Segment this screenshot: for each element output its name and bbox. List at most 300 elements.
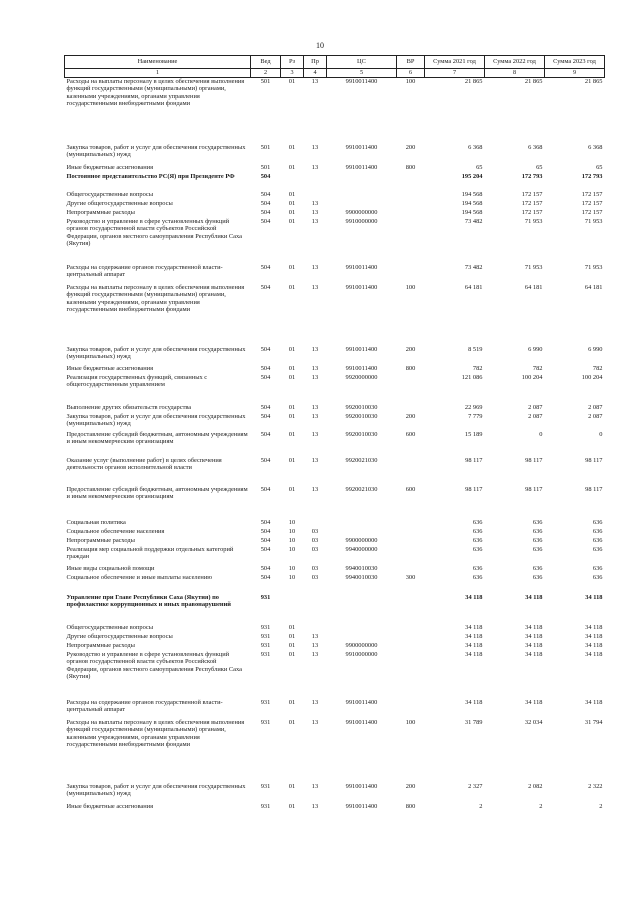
- cell-cs: 9910011400: [345, 782, 378, 790]
- cell-vr: 100: [405, 77, 416, 85]
- cell-rz: [281, 173, 304, 191]
- cell-sum-2022: 98 117: [525, 485, 543, 493]
- cell-cs: 9920010030: [345, 403, 378, 411]
- cell-sum-2022: 2 082: [528, 782, 543, 790]
- cell-sum-2022: 34 118: [525, 632, 543, 640]
- cell-name: Непрограммные расходы: [66, 536, 135, 544]
- cell-ved: 504: [260, 573, 271, 581]
- cell-sum-2023: 34 118: [585, 632, 603, 640]
- cell-rz: 01: [288, 143, 296, 151]
- cell-rz: 01: [288, 163, 296, 171]
- cell-sum-2021: 636: [472, 527, 483, 535]
- table-row: [65, 574, 605, 594]
- cell-vr: [397, 519, 425, 528]
- header-pr: Пр: [304, 56, 327, 69]
- table-row: [65, 719, 605, 783]
- table-row: [65, 404, 605, 413]
- cell-cs: 9910011400: [345, 77, 378, 85]
- cell-sum-2023: 71 953: [584, 217, 603, 225]
- cell-sum-2021: 8 519: [468, 345, 483, 353]
- cell-sum-2022: 172 157: [521, 199, 543, 207]
- cell-sum-2023: 71 953: [584, 263, 603, 271]
- cell-sum-2021: 64 181: [464, 283, 483, 291]
- cell-ved: 931: [260, 650, 271, 658]
- cell-rz: 01: [288, 641, 296, 649]
- col-number: 9: [545, 69, 605, 78]
- table-row: [65, 144, 605, 164]
- cell-sum-2022: 71 953: [524, 263, 543, 271]
- cell-rz: 01: [288, 430, 296, 438]
- table-row: [65, 803, 605, 812]
- cell-vr: 300: [405, 573, 416, 581]
- cell-sum-2023: 2: [599, 802, 603, 810]
- cell-name: Руководство и управление в сфере установленных функций органов государственной власти субъектов Российской Федерации, органов местного самоуправления Республики Саха (Якутия): [66, 217, 242, 248]
- cell-sum-2023: 172 157: [581, 208, 603, 216]
- cell-rz: 01: [288, 345, 296, 353]
- table-row: [65, 528, 605, 537]
- cell-cs: 9920010030: [345, 430, 378, 438]
- cell-sum-2022: 636: [532, 573, 543, 581]
- col-number: 3: [281, 69, 304, 78]
- cell-cs: [327, 519, 397, 528]
- cell-ved: 504: [260, 217, 271, 225]
- cell-vr: [397, 546, 425, 565]
- cell-pr: 13: [311, 698, 319, 706]
- cell-sum-2022: 71 953: [524, 217, 543, 225]
- cell-cs: 9910011400: [345, 718, 378, 726]
- table-row: [65, 642, 605, 651]
- col-number: 7: [425, 69, 485, 78]
- cell-vr: 800: [405, 364, 416, 372]
- budget-table: [64, 55, 605, 812]
- cell-sum-2021: 2: [479, 802, 483, 810]
- cell-name: Оказание услуг (выполнение работ) в целях обеспечения деятельности органов исполнительной власти: [66, 456, 222, 472]
- cell-sum-2021: 6 368: [468, 143, 483, 151]
- table-row: [65, 346, 605, 365]
- cell-vr: 800: [405, 802, 416, 810]
- cell-rz: 01: [288, 217, 296, 225]
- cell-rz: 01: [288, 263, 296, 271]
- cell-pr: 03: [311, 536, 319, 544]
- cell-name: Предоставление субсидий бюджетным, автономным учреждениям и иным некоммерческим организациям: [66, 485, 248, 501]
- cell-sum-2023: 636: [592, 564, 603, 572]
- cell-ved: 504: [260, 518, 271, 526]
- cell-sum-2023: 636: [592, 545, 603, 553]
- col-number: 6: [397, 69, 425, 78]
- cell-ved: 931: [260, 623, 271, 631]
- cell-pr: [304, 519, 327, 528]
- cell-rz: 10: [288, 573, 296, 581]
- header-rz: Рз: [281, 56, 304, 69]
- cell-sum-2023: 34 118: [585, 698, 603, 706]
- table-row: [65, 565, 605, 574]
- col-number: 8: [485, 69, 545, 78]
- table-row: [65, 594, 605, 624]
- cell-pr: [304, 594, 327, 624]
- cell-sum-2023: 100 204: [581, 373, 603, 381]
- cell-name: Иные бюджетные ассигнования: [66, 163, 154, 171]
- cell-cs: [327, 528, 397, 537]
- cell-sum-2021: 65: [476, 163, 483, 171]
- cell-rz: 10: [288, 536, 296, 544]
- cell-name: Реализация государственных функций, связанных с общегосударственным управлением: [66, 373, 208, 389]
- cell-cs: [327, 191, 397, 200]
- cell-sum-2021: 636: [472, 545, 483, 553]
- cell-pr: 13: [311, 208, 319, 216]
- cell-ved: 504: [260, 345, 271, 353]
- cell-cs: 9910011400: [345, 163, 378, 171]
- table-row: [65, 624, 605, 633]
- cell-name: Закупка товаров, работ и услуг для обеспечения государственных (муниципальных) нужд: [66, 412, 246, 428]
- cell-sum-2023: 636: [592, 518, 603, 526]
- cell-name: Непрограммные расходы: [66, 208, 135, 216]
- cell-sum-2021: 636: [472, 573, 483, 581]
- cell-pr: 13: [311, 782, 319, 790]
- cell-rz: 01: [288, 698, 296, 706]
- cell-name: Постоянное представительство РС(Я) при Президенте РФ: [66, 172, 235, 180]
- cell-rz: 10: [288, 564, 296, 572]
- cell-sum-2022: 98 117: [525, 456, 543, 464]
- cell-pr: 13: [311, 364, 319, 372]
- cell-cs: 9920021030: [345, 485, 378, 493]
- cell-sum-2023: 65: [596, 163, 603, 171]
- cell-sum-2021: 31 789: [464, 718, 483, 726]
- cell-sum-2023: 2 087: [588, 412, 603, 420]
- cell-sum-2023: 6 368: [588, 143, 603, 151]
- cell-vr: [397, 624, 425, 633]
- cell-sum-2023: 34 118: [585, 641, 603, 649]
- cell-sum-2023: 6 990: [588, 345, 603, 353]
- cell-pr: 13: [311, 412, 319, 420]
- cell-cs: 9920010030: [345, 412, 378, 420]
- cell-rz: 10: [288, 518, 296, 526]
- cell-vr: 800: [405, 163, 416, 171]
- cell-sum-2022: 2 087: [528, 403, 543, 411]
- cell-vr: 100: [405, 283, 416, 291]
- cell-sum-2021: 98 117: [465, 456, 483, 464]
- cell-vr: [397, 537, 425, 546]
- cell-sum-2021: 2 327: [468, 782, 483, 790]
- cell-ved: 504: [260, 172, 271, 180]
- cell-rz: 01: [288, 623, 296, 631]
- cell-vr: [397, 218, 425, 264]
- cell-name: Закупка товаров, работ и услуг для обеспечения государственных (муниципальных) нужд: [66, 782, 246, 798]
- cell-cs: 9900000000: [345, 641, 378, 649]
- cell-vr: 600: [405, 485, 416, 493]
- header-row: [65, 56, 605, 69]
- cell-rz: 01: [288, 190, 296, 198]
- cell-ved: 504: [260, 456, 271, 464]
- cell-ved: 504: [260, 536, 271, 544]
- cell-sum-2023: 0: [599, 430, 603, 438]
- cell-cs: 9910000000: [345, 650, 378, 658]
- column-number-row: [65, 69, 605, 78]
- cell-cs: 9920000000: [345, 373, 378, 381]
- table-row: [65, 486, 605, 519]
- cell-sum-2022: 782: [532, 364, 543, 372]
- cell-vr: 600: [405, 430, 416, 438]
- table-row: [65, 209, 605, 218]
- cell-cs: 9940010030: [345, 564, 378, 572]
- cell-sum-2022: 34 118: [525, 650, 543, 658]
- cell-sum-2023: 172 793: [581, 172, 603, 180]
- cell-vr: [397, 200, 425, 209]
- cell-sum-2023: 34 118: [585, 650, 603, 658]
- cell-ved: 931: [260, 718, 271, 726]
- cell-sum-2023: 2 322: [588, 782, 603, 790]
- cell-ved: 504: [260, 403, 271, 411]
- table-row: [65, 264, 605, 284]
- cell-sum-2021: 34 118: [465, 650, 483, 658]
- cell-sum-2022: 64 181: [524, 283, 543, 291]
- cell-sum-2023: 34 118: [585, 593, 603, 601]
- cell-sum-2021: 636: [472, 518, 483, 526]
- cell-ved: 501: [260, 77, 271, 85]
- cell-vr: [397, 528, 425, 537]
- cell-sum-2022: 100 204: [521, 373, 543, 381]
- table-row: [65, 537, 605, 546]
- cell-name: Расходы на содержание органов государственной власти- центральный аппарат: [66, 698, 223, 714]
- cell-sum-2021: 21 865: [464, 77, 483, 85]
- cell-pr: 13: [311, 283, 319, 291]
- cell-name: Закупка товаров, работ и услуг для обеспечения государственных (муниципальных) нужд: [66, 143, 246, 159]
- table-body: [65, 77, 605, 812]
- cell-sum-2021: 195 204: [461, 172, 483, 180]
- cell-sum-2022: 34 118: [525, 593, 543, 601]
- cell-sum-2022: 2: [539, 802, 543, 810]
- cell-cs: [327, 594, 397, 624]
- table-row: [65, 546, 605, 565]
- cell-pr: 03: [311, 527, 319, 535]
- cell-pr: 13: [311, 345, 319, 353]
- table-row: [65, 783, 605, 803]
- cell-cs: 9910000000: [345, 217, 378, 225]
- cell-rz: 01: [288, 650, 296, 658]
- cell-name: Расходы на выплаты персоналу в целях обеспечения выполнения функций государственными (муниципальными) органами, казенными учреждениями, органами управления государственными внебюджетными фондами: [66, 283, 245, 314]
- cell-vr: [397, 642, 425, 651]
- cell-vr: [397, 404, 425, 413]
- cell-cs: 9900000000: [345, 208, 378, 216]
- cell-pr: [304, 624, 327, 633]
- cell-pr: 13: [311, 77, 319, 85]
- table-row: [65, 218, 605, 264]
- cell-name: Иные виды социальной помощи: [66, 564, 155, 572]
- cell-sum-2021: 194 568: [461, 208, 483, 216]
- cell-rz: 01: [288, 283, 296, 291]
- cell-ved: 504: [260, 190, 271, 198]
- cell-vr: 200: [405, 412, 416, 420]
- header-ved: Вед: [251, 56, 281, 69]
- cell-sum-2022: 34 118: [525, 698, 543, 706]
- cell-rz: [281, 594, 304, 624]
- cell-sum-2021: 34 118: [465, 641, 483, 649]
- cell-name: Руководство и управление в сфере установленных функций органов государственной власти субъектов Российской Федерации, органов местного самоуправления Республики Саха (Якутия): [66, 650, 242, 681]
- cell-vr: 200: [405, 782, 416, 790]
- cell-name: Социальное обеспечение населения: [66, 527, 165, 535]
- cell-sum-2021: 34 118: [465, 698, 483, 706]
- col-number: 2: [251, 69, 281, 78]
- cell-rz: 01: [288, 364, 296, 372]
- cell-name: Управление при Главе Республики Саха (Якутия) по профилактике коррупционных и иных правонарушений: [66, 593, 231, 609]
- cell-pr: [304, 173, 327, 191]
- cell-pr: 13: [311, 199, 319, 207]
- table-row: [65, 191, 605, 200]
- cell-sum-2021: 636: [472, 536, 483, 544]
- cell-rz: 01: [288, 485, 296, 493]
- cell-ved: 931: [260, 802, 271, 810]
- cell-pr: 13: [311, 163, 319, 171]
- table-row: [65, 519, 605, 528]
- header-cs: ЦС: [327, 56, 397, 69]
- cell-pr: 13: [311, 641, 319, 649]
- cell-name: Иные бюджетные ассигнования: [66, 364, 154, 372]
- cell-sum-2022: 21 865: [524, 77, 543, 85]
- cell-cs: 9910011400: [345, 263, 378, 271]
- cell-sum-2022: 6 368: [528, 143, 543, 151]
- cell-vr: [397, 191, 425, 200]
- cell-vr: [397, 209, 425, 218]
- cell-pr: 13: [311, 632, 319, 640]
- cell-ved: 501: [260, 163, 271, 171]
- cell-sum-2022: 34 118: [525, 623, 543, 631]
- cell-rz: 01: [288, 77, 296, 85]
- cell-sum-2023: 98 117: [585, 456, 603, 464]
- cell-vr: 200: [405, 345, 416, 353]
- col-number: 1: [65, 69, 251, 78]
- cell-vr: [397, 565, 425, 574]
- table-row: [65, 164, 605, 173]
- table-row: [65, 374, 605, 404]
- cell-sum-2022: 172 157: [521, 190, 543, 198]
- cell-vr: 100: [405, 718, 416, 726]
- cell-rz: 01: [288, 782, 296, 790]
- cell-rz: 01: [288, 199, 296, 207]
- cell-ved: 504: [260, 208, 271, 216]
- cell-name: Другие общегосударственные вопросы: [66, 199, 173, 207]
- cell-name: Социальная политика: [66, 518, 126, 526]
- cell-sum-2021: 121 086: [461, 373, 483, 381]
- cell-cs: 9940000000: [345, 545, 378, 553]
- cell-name: Расходы на выплаты персоналу в целях обеспечения выполнения функций государственными (муниципальными) органами, казенными учреждениями, органами управления государственными внебюджетными фондами: [66, 77, 245, 108]
- cell-cs: 9900000000: [345, 536, 378, 544]
- cell-sum-2023: 64 181: [584, 283, 603, 291]
- cell-rz: 01: [288, 208, 296, 216]
- cell-rz: 01: [288, 718, 296, 726]
- col-number: 5: [327, 69, 397, 78]
- cell-vr: [397, 699, 425, 719]
- cell-sum-2021: 34 118: [465, 593, 483, 601]
- cell-sum-2021: 7 779: [468, 412, 483, 420]
- cell-name: Реализация мер социальной поддержки отдельных категорий граждан: [66, 545, 234, 561]
- cell-ved: 931: [260, 782, 271, 790]
- table-row: [65, 651, 605, 699]
- cell-pr: 13: [311, 373, 319, 381]
- cell-rz: 01: [288, 456, 296, 464]
- cell-rz: 01: [288, 632, 296, 640]
- cell-name: Расходы на содержание органов государственной власти- центральный аппарат: [66, 263, 223, 279]
- cell-cs: [327, 624, 397, 633]
- cell-cs: [327, 633, 397, 642]
- cell-pr: 03: [311, 564, 319, 572]
- cell-sum-2021: 636: [472, 564, 483, 572]
- cell-sum-2022: 636: [532, 564, 543, 572]
- cell-name: Общегосударственные вопросы: [66, 623, 154, 631]
- cell-rz: 10: [288, 545, 296, 553]
- cell-name: Расходы на выплаты персоналу в целях обеспечения выполнения функций государственными (муниципальными) органами, казенными учреждениями, органами управления государственными внебюджетными фондами: [66, 718, 245, 749]
- cell-name: Социальное обеспечение и иные выплаты населению: [66, 573, 213, 581]
- cell-sum-2022: 2 087: [528, 412, 543, 420]
- header-vr: ВР: [397, 56, 425, 69]
- cell-rz: 01: [288, 802, 296, 810]
- cell-sum-2023: 172 157: [581, 199, 603, 207]
- cell-cs: 9920021030: [345, 456, 378, 464]
- cell-sum-2021: 782: [472, 364, 483, 372]
- cell-sum-2023: 172 157: [581, 190, 603, 198]
- cell-cs: [327, 200, 397, 209]
- cell-ved: 504: [260, 364, 271, 372]
- cell-sum-2023: 31 794: [584, 718, 603, 726]
- cell-sum-2022: 636: [532, 545, 543, 553]
- cell-ved: 504: [260, 263, 271, 271]
- cell-sum-2023: 2 087: [588, 403, 603, 411]
- cell-sum-2021: 34 118: [465, 632, 483, 640]
- cell-cs: 9910011400: [345, 283, 378, 291]
- cell-pr: 13: [311, 403, 319, 411]
- cell-pr: 13: [311, 485, 319, 493]
- cell-sum-2021: 34 118: [465, 623, 483, 631]
- cell-vr: 200: [405, 143, 416, 151]
- cell-cs: 9910011400: [345, 802, 378, 810]
- cell-pr: 13: [311, 718, 319, 726]
- budget-table-container: [64, 55, 604, 812]
- cell-sum-2021: 22 969: [464, 403, 483, 411]
- cell-vr: [397, 594, 425, 624]
- cell-pr: 13: [311, 650, 319, 658]
- table-row: [65, 173, 605, 191]
- cell-name: Предоставление субсидий бюджетным, автономным учреждениям и иным некоммерческим организациям: [66, 430, 248, 446]
- cell-pr: 13: [311, 456, 319, 464]
- table-row: [65, 365, 605, 374]
- cell-name: Иные бюджетные ассигнования: [66, 802, 154, 810]
- cell-ved: 931: [260, 641, 271, 649]
- cell-sum-2021: 73 482: [464, 263, 483, 271]
- cell-name: Выполнение других обязательств государства: [66, 403, 192, 411]
- cell-sum-2023: 782: [592, 364, 603, 372]
- table-row: [65, 200, 605, 209]
- cell-sum-2022: 636: [532, 518, 543, 526]
- cell-rz: 10: [288, 527, 296, 535]
- cell-ved: 504: [260, 283, 271, 291]
- cell-sum-2022: 636: [532, 527, 543, 535]
- header-sum-2022: Сумма 2022 год: [485, 56, 545, 69]
- table-row: [65, 699, 605, 719]
- cell-sum-2022: 65: [536, 163, 543, 171]
- cell-ved: 504: [260, 412, 271, 420]
- cell-ved: 931: [260, 698, 271, 706]
- cell-sum-2023: 98 117: [585, 485, 603, 493]
- cell-sum-2021: 194 568: [461, 190, 483, 198]
- cell-sum-2023: 636: [592, 527, 603, 535]
- page-number: 10: [316, 41, 324, 50]
- cell-ved: 931: [260, 632, 271, 640]
- cell-ved: 931: [260, 593, 271, 601]
- cell-ved: 504: [260, 564, 271, 572]
- cell-sum-2022: 172 793: [521, 172, 543, 180]
- header-name: Наименование: [65, 56, 251, 69]
- cell-ved: 504: [260, 199, 271, 207]
- cell-name: Другие общегосударственные вопросы: [66, 632, 173, 640]
- cell-pr: 13: [311, 802, 319, 810]
